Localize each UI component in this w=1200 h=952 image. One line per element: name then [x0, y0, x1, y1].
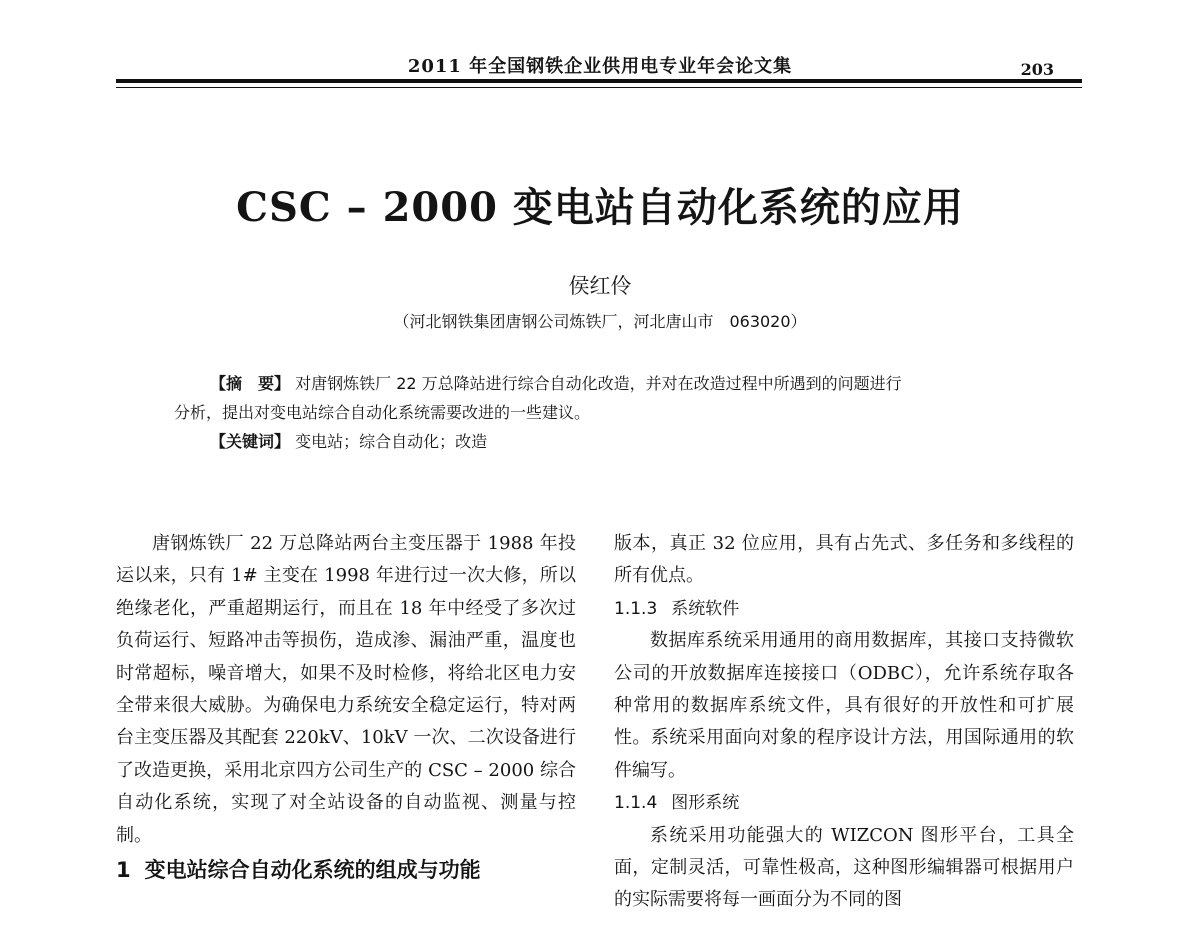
intro-paragraph: 唐钢炼铁厂 22 万总降站两台主变压器于 1988 年投运以来，只有 1# 主变在 1998 年进行过一次大修，所以绝缘老化，严重超期运行，而且在 18 年中经受了多次过负荷运行、短路冲击等损伤，造成渗、漏油严重，温度也时常超标，噪音增大，如果不及时检修，将给北区电力安全带来很大威胁。为确保电力系统安全稳定运行，特对两台主变压器及其配套 220kV、10kV 一次、二次设备进行了改造更换，采用北京四方公司生产的 CSC – 2000 综合自动化系统，实现了对全站设备的自动监视、测量与控制。 — [116, 533, 576, 846]
journal-header: 2011 年全国钢铁企业供用电专业年会论文集 — [407, 56, 793, 77]
section-1-1-4-heading — [614, 787, 1074, 819]
section-1-1-4-number: 1.1.4 — [614, 793, 658, 814]
section-1-heading — [116, 852, 576, 888]
section-1-1-3-number: 1.1.3 — [614, 598, 658, 619]
abstract-text-1: 对唐钢炼铁厂 22 万总降站进行综合自动化改造，并对在改造过程中所遇到的问题进行 — [295, 374, 902, 393]
header-rule-thin — [116, 87, 1082, 88]
keywords-line — [174, 427, 1034, 456]
keywords-label: 【关键词】 — [210, 432, 291, 451]
left-column — [116, 528, 576, 888]
abstract — [174, 369, 1034, 456]
affiliation: （河北钢铁集团唐钢公司炼铁厂，河北唐山市 063020） — [393, 312, 807, 331]
continued-paragraph: 版本，真正 32 位应用，具有占先式、多任务和多线程的所有优点。 — [614, 533, 1074, 587]
abstract-line-1 — [174, 369, 1034, 398]
abstract-line-2: 分析，提出对变电站综合自动化系统需要改进的一些建议。 — [174, 403, 591, 422]
right-column — [614, 528, 1074, 917]
header-rule-thick — [116, 79, 1082, 83]
section-1-1-3-title: 系统软件 — [671, 598, 740, 619]
section-1-number: 1 — [116, 858, 131, 883]
page-number: 203 — [1020, 60, 1054, 79]
keywords-text: 变电站；综合自动化；改造 — [295, 432, 488, 451]
section-1-1-3-paragraph: 数据库系统采用通用的商用数据库，其接口支持微软公司的开放数据库连接接口（ODBC），允许系统存取各种常用的数据库系统文件，具有很好的开放性和可扩展性。系统采用面向对象的程序设计方法，用国际通用的软件编写。 — [614, 630, 1074, 781]
section-1-1-4-title: 图形系统 — [671, 793, 740, 814]
paper-title: CSC – 2000 变电站自动化系统的应用 — [236, 184, 964, 231]
section-1-title: 变电站综合自动化系统的组成与功能 — [144, 858, 481, 883]
section-1-1-3-heading — [614, 593, 1074, 625]
author: 侯红伶 — [568, 274, 632, 298]
section-1-1-4-paragraph: 系统采用功能强大的 WIZCON 图形平台，工具全面，定制灵活，可靠性极高，这种图形编辑器可根据用户的实际需要将每一画面分为不同的图 — [614, 824, 1074, 911]
abstract-label: 【摘 要】 — [210, 374, 291, 393]
